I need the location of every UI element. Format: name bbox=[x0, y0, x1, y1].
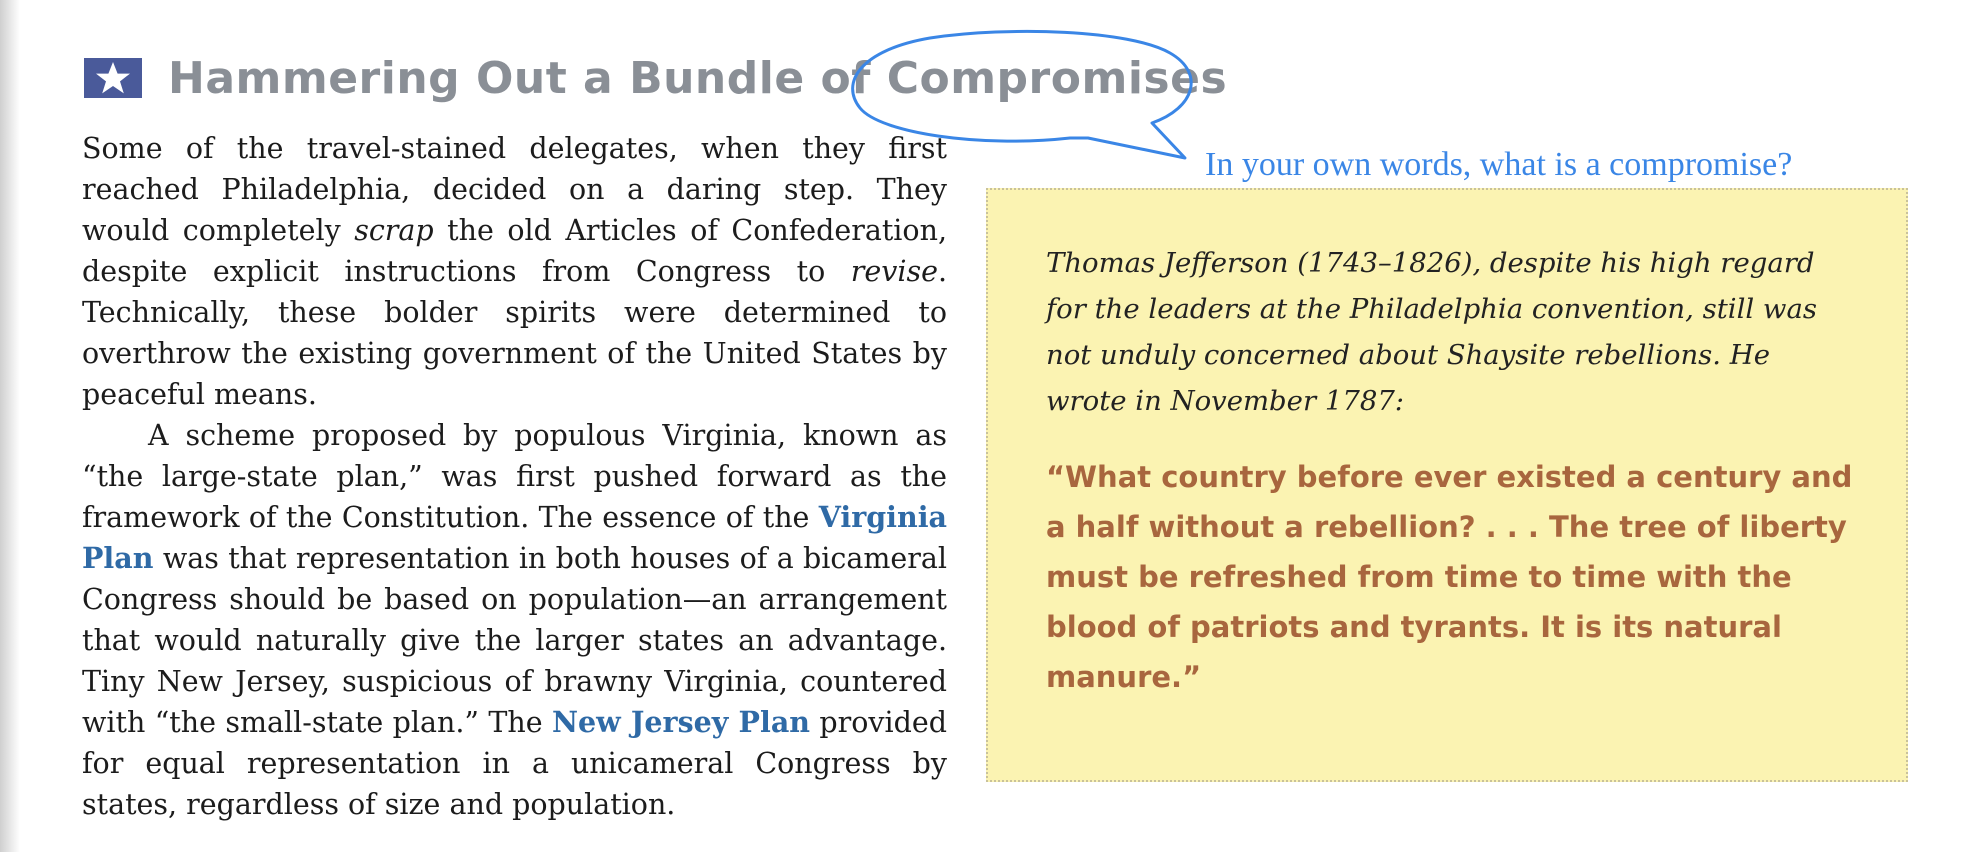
paragraph-1 bbox=[82, 128, 947, 415]
paragraph-2-part-3: provided for equal representation in a unicameral Congress by states, regardless of size and population. bbox=[82, 706, 947, 821]
quote-sidebar bbox=[986, 188, 1908, 782]
star-icon bbox=[84, 58, 142, 98]
paragraph-2 bbox=[82, 415, 947, 825]
handwritten-question: In your own words, what is a compromise? bbox=[1205, 146, 1793, 183]
emphasis-scrap: scrap bbox=[354, 214, 434, 247]
emphasis-revise: revise bbox=[850, 255, 938, 288]
paragraph-2-part-2: was that representation in both houses of a bicameral Congress should be based on population—an arrangement that would naturally give the larger states an advantage. Tiny New Jersey, suspicious of brawny Virginia, countered with “the small-state plan.” The bbox=[82, 542, 947, 739]
key-term-new-jersey-plan[interactable]: New Jersey Plan bbox=[551, 705, 811, 739]
page-gutter-shadow bbox=[0, 0, 20, 852]
key-term-virginia-plan[interactable]: Virginia Plan bbox=[82, 500, 947, 575]
paragraph-2-part-1: A scheme proposed by populous Virginia, known as “the large-state plan,” was first pushed forward as the framework of the Constitution. The essence of the bbox=[82, 419, 947, 534]
paragraph-1-part-1: Some of the travel-stained delegates, when they first reached Philadelphia, decided on a daring step. They would completely bbox=[82, 132, 947, 247]
jefferson-quote: “What country before ever existed a century and a half without a rebellion? . . . The tree of liberty must be refreshed from time to time with the blood of patriots and tyrants. It is its natural manure.” bbox=[1046, 460, 1853, 694]
sidebar-intro: Thomas Jefferson (1743–1826), despite his high regard for the leaders at the Philadelphia convention, still was not unduly concerned about Shaysite rebellions. He wrote in November 1787: bbox=[1046, 247, 1817, 417]
paragraph-1-part-2: the old Articles of Confederation, despite explicit instructions from Congress to bbox=[82, 214, 947, 288]
heading-circled-word: Compromises bbox=[886, 52, 1228, 104]
main-text-column bbox=[82, 128, 947, 825]
paragraph-1-part-3: . Technically, these bolder spirits were determined to overthrow the existing government of the United States by peaceful means. bbox=[82, 255, 947, 411]
heading-prefix: Hammering Out a Bundle of bbox=[168, 52, 887, 104]
